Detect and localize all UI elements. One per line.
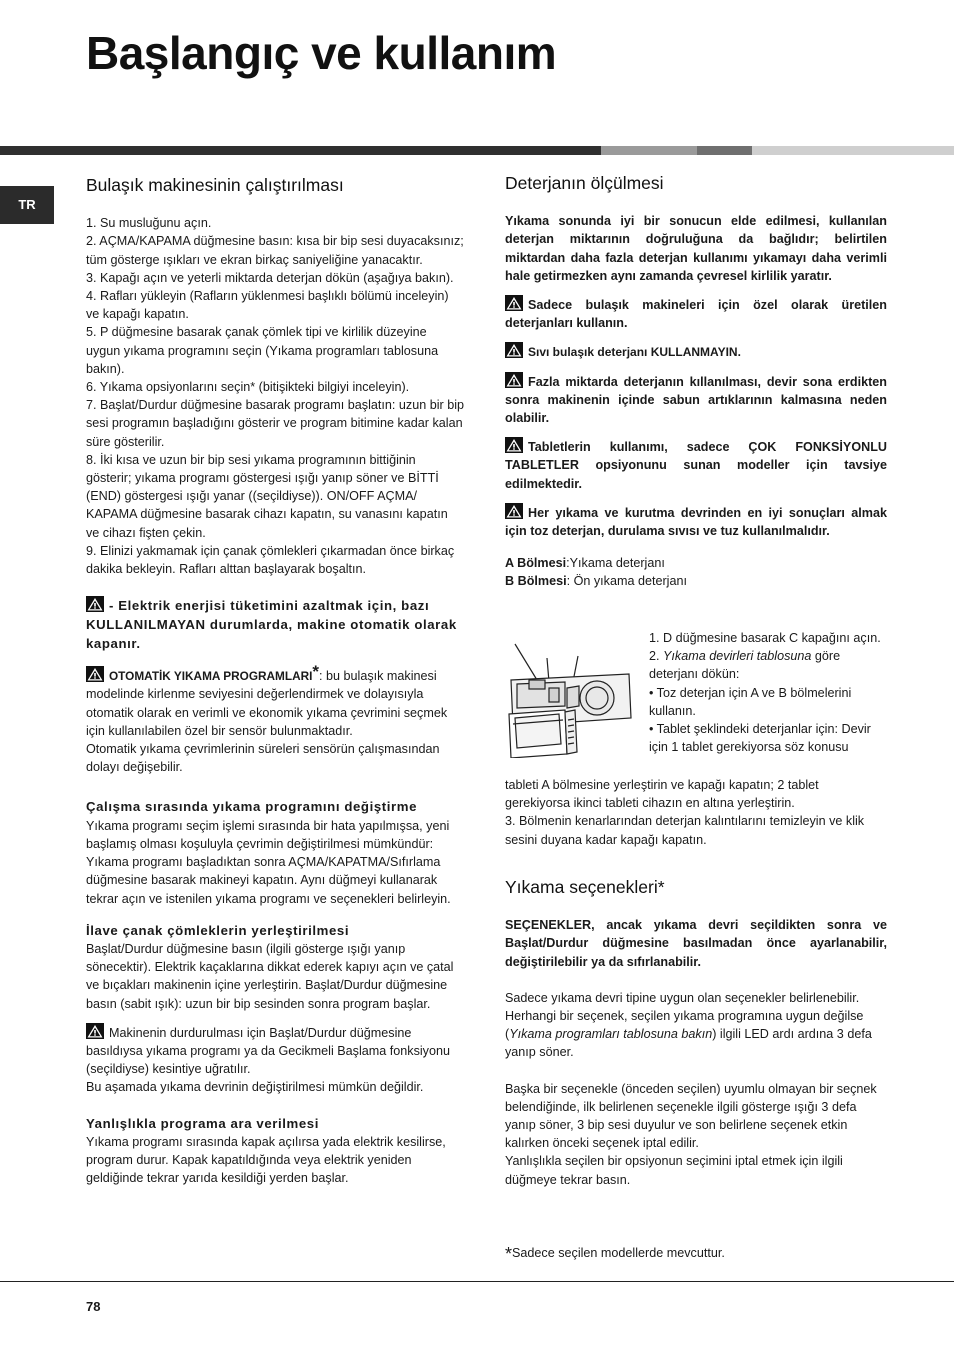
band-segment-mid: [601, 146, 697, 155]
detergent-warning-5: [505, 503, 887, 540]
options-bold-intro: SEÇENEKLER, ancak yıkama devri seçildikten sonra ve Başlat/Durdur düğmesine basılmadan önce ayarlanabilir, değiştirilebilir ya da sıfırlanabilir.: [505, 918, 887, 969]
dispenser-bullet-2-cont: tableti A bölmesine yerleştirin ve kapağı kapatın; 2 tablet gerekiyorsa ikinci tableti cihazın en altına yerleştirin.: [505, 778, 819, 811]
detergent-dispenser-illustration: [505, 640, 635, 758]
compartment-b: [505, 572, 887, 590]
warning-icon: [86, 1023, 104, 1039]
warning-icon: [86, 596, 104, 612]
header-band: [0, 146, 954, 155]
band-segment-light: [752, 146, 954, 155]
dispenser-step-2: [649, 647, 885, 683]
detergent-warning-2-text: Sıvı bulaşık deterjanı KULLANMAYIN.: [528, 345, 741, 360]
step-4: 4. Rafları yükleyin (Rafların yüklenmesi başlıklı bölümü inceleyin) ve kapağı kapatın.: [86, 289, 449, 322]
stop-warning: [86, 1023, 464, 1079]
step-5: 5. P düğmesine basarak çanak çömlek tipi ve kirlilik düzeyine uygun yıkama programını seçin (Yıkama programları tablosuna bakın).: [86, 325, 439, 376]
detergent-warning-5-text: Her yıkama ve kurutma devrinden en iyi sonuçları almak için toz deterjan, durulama sıvısı ve tuz kullanılmalıdır.: [505, 505, 887, 539]
step-3: 3. Kapağı açın ve yeterli miktarda deterjan dökün (aşağıya bakın).: [86, 270, 454, 285]
warning-icon: [505, 437, 523, 453]
options-paragraph-3: Yanlışlıkla seçilen bir opsiyonun seçimini iptal etmek için ilgili düğmeye tekrar basın.: [505, 1154, 843, 1187]
page-title: Başlangıç ve kullanım: [86, 27, 557, 79]
interrupt-heading: Yanlışlıkla programa ara verilmesi: [86, 1115, 319, 1131]
energy-warning: [86, 596, 464, 653]
footer-divider: [0, 1281, 954, 1282]
options-p1-reference: Yıkama programları tablosuna bakın: [509, 1027, 713, 1042]
dispenser-instructions-continued: [505, 776, 887, 849]
change-heading: Çalışma sırasında yıkama programını değiştirme: [86, 799, 418, 815]
step-9: 9. Elinizi yakmamak için çanak çömlekleri çıkarmadan önce birkaç dakika bekleyin. Rafları alttan başlayarak boşaltın.: [86, 543, 455, 577]
footnote-text: Sadece seçilen modellerde mevcuttur.: [512, 1246, 725, 1260]
add-text: Başlat/Durdur düğmesine basın (ilgili gösterge ışığı yanıp sönecektir). Elektrik kaçaklarına dikkat ederek kapıyı açın ve çatal ve bıçakları makinenin içine yerleştirin. Başlat/Durdur düğmesine basın (sabit ışık): uzun bir bip sesinden sonra program başlar.: [86, 941, 454, 1011]
compartment-b-label: B Bölmesi: [505, 574, 567, 589]
detergent-intro: Yıkama sonunda iyi bir sonucun elde edilmesi, kullanılan deterjan miktarının doğruluğuna da bağlıdır; belirtilen miktardan daha fazla deterjan kullanımı yıkamayı daha verimli hale getirmezken aynı zamanda çevresel kirlilik yaratır.: [505, 214, 887, 283]
detergent-warning-1-text: Sadece bulaşık makineleri için özel olarak üretilen deterjanları kullanın.: [505, 298, 887, 331]
language-tab: TR: [0, 186, 54, 224]
options-p1-suffix: ) ilgili LED ardı ardına 3 defa yanıp söner.: [505, 1027, 872, 1060]
warning-icon: [505, 503, 523, 519]
wash-options-section: [505, 878, 887, 1189]
stop-warning-text: Makinenin durdurulması için Başlat/Durdur düğmesine basıldıysa yıkama programı ya da Gecikmeli Başlama fonksiyonu (seçildiyse) kesintiye uğratılır.: [86, 1025, 450, 1077]
step-1: 1. Su musluğunu açın.: [86, 216, 212, 231]
step-2: 2. AÇMA/KAPAMA düğmesine basın: kısa bir bip sesi duyacaksınız; tüm gösterge ışıkları ve ekran birkaç saniyeliğine yanacaktır.: [86, 234, 464, 267]
options-heading: Yıkama seçenekleri*: [505, 877, 665, 897]
warning-icon: [505, 342, 523, 358]
auto-programs-text2: Otomatik yıkama çevrimlerinin süreleri sensörün çalışmasından dolayı değişebilir.: [86, 742, 440, 775]
band-segment-dark: [0, 146, 601, 155]
dispenser-instructions: [649, 629, 885, 756]
warning-icon: [505, 295, 523, 311]
detergent-warning-3: [505, 372, 887, 428]
detergent-warning-4-text: Tabletlerin kullanımı, sadece ÇOK FONKSİYONLU TABLETLER opsiyonunu sunan modeller için tavsiye edilmektedir.: [505, 440, 887, 491]
options-paragraph-1: [505, 989, 887, 1062]
footnote: [505, 1244, 725, 1265]
detergent-heading: Deterjanın ölçülmesi: [505, 173, 664, 193]
dispenser-step-3: 3. Bölmenin kenarlarından deterjan kalıntılarını temizleyin ve klik sesini duyana kadar kapağı kapatın.: [505, 814, 865, 847]
interrupt-text: Yıkama programı sırasında kapak açılırsa yada elektrik kesilirse, program durur. Kapak kapatıldığında veya elektrik yeniden geldiğinde tekrar yarıda kesildiği yerden başlar.: [86, 1134, 446, 1186]
options-p1-prefix: Sadece yıkama devri tipine uygun olan seçenekler belirlenebilir. Herhangi bir seçenek, seçilen yıkama programına uygun değilse (: [505, 990, 864, 1042]
add-heading: İlave çanak çömleklerin yerleştirilmesi: [86, 922, 350, 938]
step-8: 8. İki kısa ve uzun bir bip sesi yıkama programının bittiğinin gösterir; yıkama programı göstergesi ışığı yanıp söner ve BİTTİ (END) göstergesi ışığı yanar ((seçildiyse)). ON/OFF AÇMA/ KAPAMA düğmesine basarak cihazı kapatın, su vanasını kapatın ve cihazı fişten çekin.: [86, 452, 448, 540]
detergent-warning-4: [505, 437, 887, 493]
dispenser-bullet-1: • Toz deterjan için A ve B bölmelerini kullanın.: [649, 685, 852, 718]
compartment-b-text: : Ön yıkama deterjanı: [566, 574, 687, 589]
stop-text2: Bu aşamada yıkama devrinin değiştirilmesi mümkün değildir.: [86, 1080, 424, 1095]
warning-icon: [505, 372, 523, 388]
dispenser-step-2-prefix: 2.: [649, 649, 664, 664]
change-text: Yıkama programı seçim işlemi sırasında bir hata yapılmışsa, yeni başlamış olması koşuluyla çevrimin değiştirilmesi mümkündür: Yıkama programı başladıktan sonra AÇMA/KAPATMA/Sıfırlama düğmesine basarak makineyi kapatın. Aynı düğmeyi kullanarak tekrar açın ve istenilen yıkama programı ve seçenekleri belirleyin.: [86, 818, 451, 906]
dispenser-step-1: 1. D düğmesine basarak C kapağını açın.: [649, 631, 881, 645]
page-number: 78: [86, 1299, 101, 1314]
right-column: [505, 174, 887, 591]
compartment-a-text: :Yıkama deterjanı: [566, 556, 665, 571]
detergent-warning-3-text: Fazla miktarda deterjanın kıllanılması, devir sona erdikten sonra makinenin içinde sabun artıklarının kalmasına neden olabilir.: [505, 374, 887, 426]
footnote-star: *: [505, 1244, 513, 1264]
compartment-a: [505, 554, 887, 572]
warning-icon: [86, 666, 104, 682]
auto-programs-star: *: [312, 662, 320, 682]
step-6: 6. Yıkama opsiyonlarını seçin* (bitişikteki bilgiyi inceleyin).: [86, 380, 410, 395]
options-paragraph-2: Başka bir seçenekle (önceden seçilen) uyumlu olmayan bir seçnek belendiğinde, ilk belirlenen seçenekle ilgili gösterge ışığı 3 defa yanıp söner, 3 bip sesi duyulur ve son belirlene seçenek etkin kalırken önceki seçenek iptal edilir.: [505, 1081, 877, 1151]
auto-programs-title: OTOMATİK YIKAMA PROGRAMLARI: [109, 669, 313, 684]
detergent-warning-2: [505, 342, 887, 361]
start-heading: Bulaşık makinesinin çalıştırılması: [86, 175, 344, 195]
auto-programs: [86, 663, 464, 740]
step-7: 7. Başlat/Durdur düğmesine basarak programı başlatın: uzun bir bip sesi programın başladığını gösterir ve program bitimine kadar kalan süre gösterilir.: [86, 398, 465, 449]
band-segment-dark2: [697, 146, 752, 155]
dispenser-bullet-2: • Tablet şeklindeki deterjanlar için: Devir için 1 tablet gerekiyorsa söz konusu: [649, 722, 871, 755]
energy-warning-text: - Elektrik enerjisi tüketimini azaltmak için, bazı KULLANILMAYAN durumlarda, makine otomatik olarak kapanır.: [86, 598, 457, 652]
left-column: [86, 176, 464, 1187]
dispenser-step-2-reference: Yıkama devirleri tablosuna: [663, 649, 812, 664]
dispenser-step-2-suffix: göre deterjanı dökün:: [649, 649, 841, 682]
detergent-warning-1: [505, 295, 887, 332]
compartment-a-label: A Bölmesi: [505, 556, 567, 571]
auto-programs-text: : bu bulaşık makinesi modelinde kirlenme seviyesini değerlendirmek ve dolayısıyla otomatik olarak en verimli ve ekonomik yıkama çevrimini seçmek için kullanılabilen özel bir sensör bulunmaktadır.: [86, 669, 448, 738]
